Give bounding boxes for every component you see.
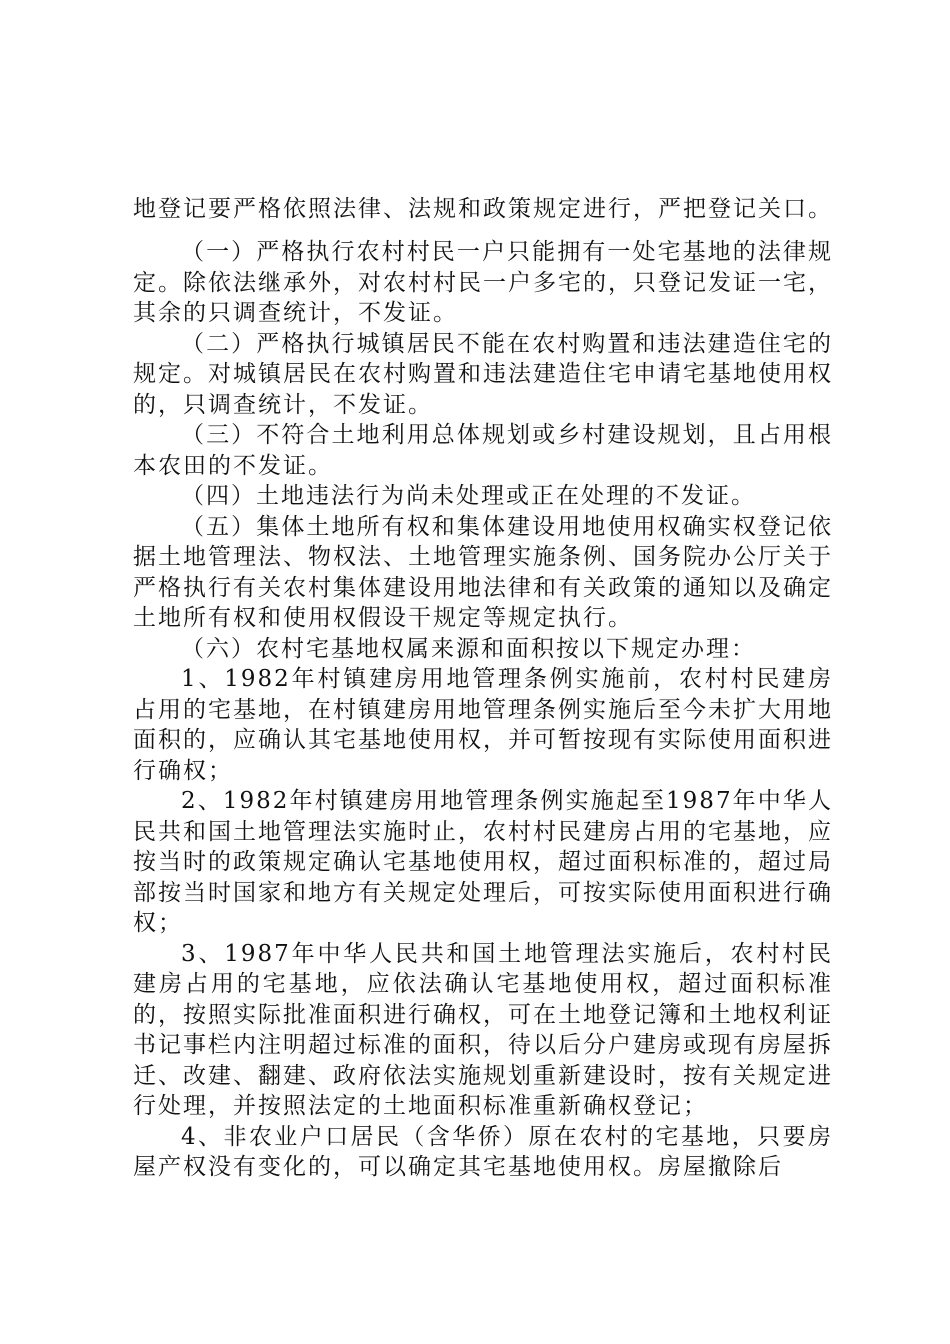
paragraph-5: （五）集体土地所有权和集体建设用地使用权确实权登记依据土地管理法、物权法、土地管理实施条例、国务院办公厅关于严格执行有关农村集体建设用地法律和有关政策的通知以及确定土地所有权和使用权假设干规定等规定执行。: [133, 513, 833, 631]
paragraph-6: （六）农村宅基地权属来源和面积按以下规定办理：: [181, 635, 756, 662]
paragraph-9: 3、1987年中华人民共和国土地管理法实施后，农村村民建房占用的宅基地，应依法确认宅基地使用权，超过面积标准的，按照实际批准面积进行确权，可在土地登记簿和土地权利证书记事栏内注明超过标准的面积，待以后分户建房或现有房屋拆迁、改建、翻建、政府依法实施规划重新建设时，按有关规定进行处理，并按照法定的土地面积标准重新确权登记；: [133, 940, 833, 1119]
paragraph-1: （一）严格执行农村村民一户只能拥有一处宅基地的法律规定。除依法继承外，对农村村民一户多宅的，只登记发证一宅，其余的只调查统计，不发证。: [133, 239, 833, 326]
paragraph-8: 2、1982年村镇建房用地管理条例实施起至1987年中华人民共和国土地管理法实施时止，农村村民建房占用的宅基地，应按当时的政策规定确认宅基地使用权，超过面积标准的，超过局部按当时国家和地方有关规定处理后，可按实际使用面积进行确权；: [133, 788, 833, 936]
paragraph-2: （二）严格执行城镇居民不能在农村购置和违法建造住宅的规定。对城镇居民在农村购置和违法建造住宅申请宅基地使用权的，只调查统计，不发证。: [133, 330, 833, 418]
paragraph-3: （三）不符合土地利用总体规划或乡村建设规划，且占用根本农田的不发证。: [133, 422, 833, 479]
document-body: [133, 237, 833, 1183]
paragraph-10: 4、非农业户口居民（含华侨）原在农村的宅基地，只要房屋产权没有变化的，可以确定其宅基地使用权。房屋撤除后: [133, 1123, 833, 1180]
paragraph-4: （四）土地违法行为尚未处理或正在处理的不发证。: [181, 483, 756, 509]
paragraph-7: 1、1982年村镇建房用地管理条例实施前，农村村民建房占用的宅基地，在村镇建房用地管理条例实施后至今未扩大用地面积的，应确认其宅基地使用权，并可暂按现有实际使用面积进行确权；: [133, 666, 833, 784]
continuation-line: 地登记要严格依照法律、法规和政策规定进行，严把登记关口。: [133, 196, 833, 222]
